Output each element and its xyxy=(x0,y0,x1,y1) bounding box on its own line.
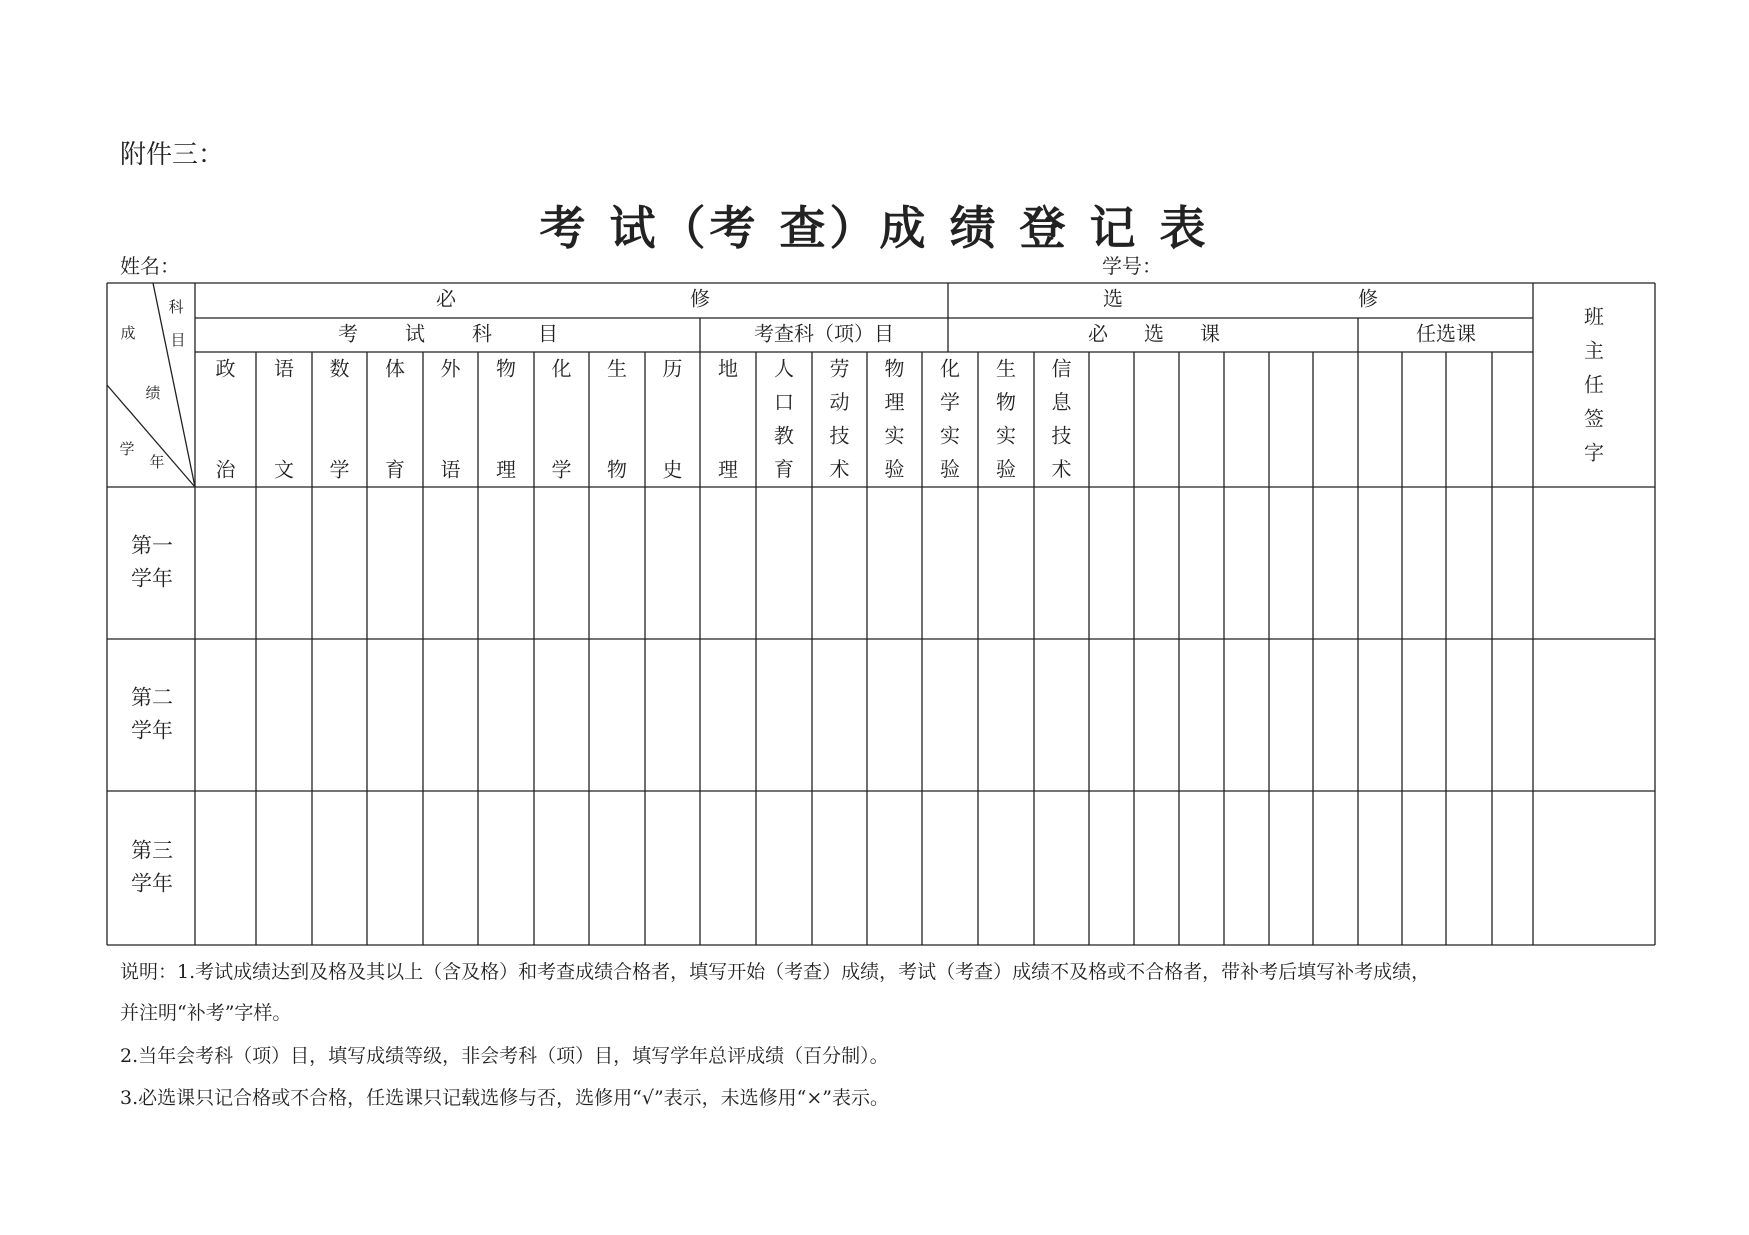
subject-header: 学 xyxy=(329,457,350,482)
subject-header: 动 xyxy=(829,390,850,414)
header-exam-subjects: 试 xyxy=(405,321,425,346)
subject-header: 学 xyxy=(940,390,960,414)
subject-header: 劳 xyxy=(829,356,850,381)
subject-header: 术 xyxy=(829,457,850,481)
corner-grade-label: 成 xyxy=(120,324,136,342)
subject-header: 育 xyxy=(774,457,794,481)
subject-header: 验 xyxy=(996,457,1016,481)
subject-header: 信 xyxy=(1051,356,1072,381)
subject-header: 育 xyxy=(385,457,405,482)
subject-header: 验 xyxy=(940,457,960,481)
corner-year-label: 学 xyxy=(119,440,135,458)
header-elective: 修 xyxy=(1358,286,1378,311)
subject-header: 技 xyxy=(1051,423,1072,448)
corner-grade-label: 绩 xyxy=(145,384,161,402)
student-id-label: 学号： xyxy=(1102,254,1162,278)
subject-header: 生 xyxy=(607,356,627,381)
subject-header: 物 xyxy=(996,390,1016,414)
subject-header: 物 xyxy=(607,457,627,482)
header-teacher-signature: 主 xyxy=(1584,338,1604,363)
header-exam-subjects: 目 xyxy=(538,321,558,346)
header-compulsory-elective: 课 xyxy=(1200,321,1220,346)
subject-header: 物 xyxy=(496,356,516,381)
subject-header: 化 xyxy=(551,356,572,381)
corner-subject-label: 目 xyxy=(170,331,186,349)
attachment-label: 附件三： xyxy=(120,140,225,170)
header-elective: 选 xyxy=(1103,286,1123,311)
subject-header: 地 xyxy=(718,356,738,381)
page-title: 考 试（考 查）成 绩 登 记 表 xyxy=(539,201,1210,255)
year-label: 第三 xyxy=(131,838,173,863)
header-check-subjects: 考查科（项）目 xyxy=(754,321,894,346)
header-exam-subjects: 科 xyxy=(472,321,492,346)
subject-header: 理 xyxy=(496,457,516,482)
subject-header: 验 xyxy=(884,457,905,481)
year-label: 学年 xyxy=(131,871,173,896)
year-label: 学年 xyxy=(131,566,173,591)
subject-header: 体 xyxy=(385,356,405,381)
subject-header: 口 xyxy=(774,390,794,414)
subject-header: 理 xyxy=(718,457,738,482)
note-line-1: 说明：1.考试成绩达到及格及其以上（含及格）和考查成绩合格者，填写开始（考查）成绩，考试（考查）成绩不及格或不合格者，带补考后填写补考成绩， xyxy=(120,961,1431,983)
subject-header: 治 xyxy=(215,457,236,482)
header-compulsory-elective: 必 xyxy=(1088,321,1108,346)
corner-subject-label: 科 xyxy=(168,298,184,316)
corner-year-label: 年 xyxy=(149,453,165,471)
header-exam-subjects: 考 xyxy=(338,321,358,346)
header-teacher-signature: 任 xyxy=(1584,372,1604,397)
subject-header: 实 xyxy=(940,423,960,448)
subject-header: 人 xyxy=(774,356,794,381)
header-compulsory-elective: 选 xyxy=(1144,321,1164,346)
subject-header: 技 xyxy=(829,423,850,448)
subject-header: 化 xyxy=(940,356,960,381)
year-label: 学年 xyxy=(131,718,173,743)
header-teacher-signature: 字 xyxy=(1584,440,1604,465)
subject-header: 术 xyxy=(1051,457,1072,481)
subject-header: 数 xyxy=(329,356,350,381)
year-label: 第一 xyxy=(131,533,173,558)
subject-header: 息 xyxy=(1051,390,1072,414)
subject-header: 文 xyxy=(274,457,294,482)
header-teacher-signature: 签 xyxy=(1584,406,1604,431)
header-required: 必 xyxy=(436,286,456,311)
year-label: 第二 xyxy=(131,685,173,710)
table-grid-lines xyxy=(107,283,1655,945)
subject-header: 实 xyxy=(996,423,1016,448)
subject-header: 学 xyxy=(551,457,572,482)
header-optional-elective: 任选课 xyxy=(1416,321,1476,346)
subject-header: 历 xyxy=(662,356,683,381)
subject-header: 生 xyxy=(996,356,1016,381)
header-teacher-signature: 班 xyxy=(1584,304,1604,329)
header-required: 修 xyxy=(690,286,710,311)
subject-header: 史 xyxy=(662,457,683,482)
note-line-4: 3.必选课只记合格或不合格，任选课只记载选修与否，选修用“√”表示，未选修用“×”表示。 xyxy=(120,1087,890,1109)
subject-header: 理 xyxy=(884,390,905,414)
note-line-3: 2.当年会考科（项）目，填写成绩等级，非会考科（项）目，填写学年总评成绩（百分制）。 xyxy=(120,1045,889,1067)
subject-header: 物 xyxy=(884,356,905,381)
subject-header: 政 xyxy=(215,356,236,381)
subject-header: 教 xyxy=(774,423,794,448)
subject-header: 实 xyxy=(884,423,905,448)
table-text xyxy=(119,287,1604,896)
subject-header: 语 xyxy=(440,457,461,482)
subject-header: 语 xyxy=(274,356,294,381)
note-line-2: 并注明“补考”字样。 xyxy=(120,1002,292,1024)
name-label: 姓名： xyxy=(120,254,180,278)
subject-header: 外 xyxy=(440,356,461,381)
